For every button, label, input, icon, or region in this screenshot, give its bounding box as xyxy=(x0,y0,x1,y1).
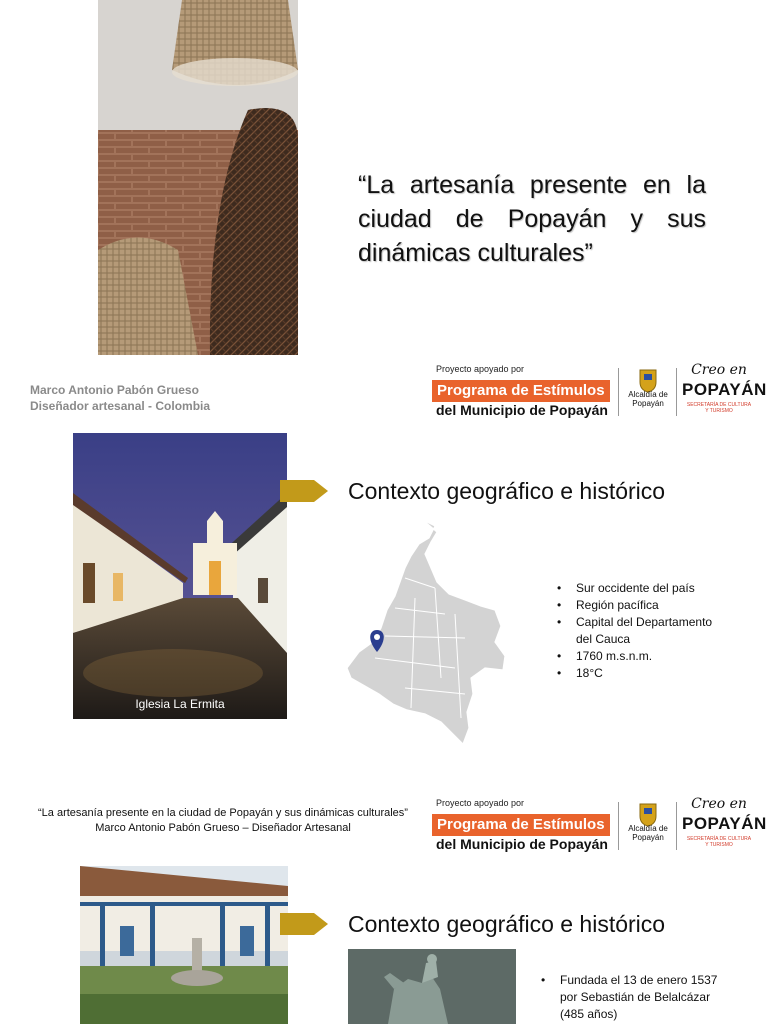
list-item: • 1760 m.s.n.m. xyxy=(557,648,727,665)
colombia-map xyxy=(345,518,510,746)
creo-en-label: Creo en xyxy=(691,362,747,378)
secretaria-label xyxy=(682,402,756,414)
logo-divider xyxy=(618,802,619,850)
list-item: • Fundada el 13 de enero 1537 por Sebastián de Belalcázar (485 años) xyxy=(541,972,721,1023)
logo-divider xyxy=(618,368,619,416)
municipality-label: del Municipio de Popayán xyxy=(436,402,608,418)
alcaldia-line1: Alcaldía de xyxy=(628,824,668,833)
alcaldia-line2: Popayán xyxy=(632,833,664,842)
section-heading: Contexto geográfico e histórico xyxy=(348,478,666,504)
list-item: • Capital del Departamento del Cauca xyxy=(557,614,727,648)
alcaldia-line1: Alcaldía de xyxy=(628,390,668,399)
municipality-label: del Municipio de Popayán xyxy=(436,836,608,852)
creo-en-label: Creo en xyxy=(691,796,747,812)
list-item: • 18°C xyxy=(557,665,727,682)
patio-photo xyxy=(80,866,288,1024)
secretaria-line1: SECRETARÍA DE CULTURA xyxy=(686,836,752,842)
alcaldia-line2: Popayán xyxy=(632,399,664,408)
author-credit xyxy=(30,382,210,414)
secretaria-label xyxy=(682,836,756,848)
footer-author: Marco Antonio Pabón Grueso – Diseñador Artesanal xyxy=(95,822,351,834)
program-label: Programa de Estímulos xyxy=(432,814,610,836)
history-bullets xyxy=(541,972,721,1023)
author-role: Diseñador artesanal - Colombia xyxy=(30,399,211,413)
logo-divider xyxy=(676,368,677,416)
author-name: Marco Antonio Pabón Grueso xyxy=(30,383,199,397)
popayan-label: POPAYÁN xyxy=(682,814,767,833)
photo-caption: Iglesia La Ermita xyxy=(135,697,225,711)
footer-title: “La artesanía presente en la ciudad de Popayán y sus dinámicas culturales” xyxy=(38,807,408,819)
context-bullets xyxy=(557,580,727,682)
secretaria-line2: Y TURISMO xyxy=(705,408,733,414)
baskets-photo xyxy=(98,0,298,355)
supported-by-text: Proyecto apoyado por xyxy=(436,798,525,808)
section-heading: Contexto geográfico e histórico xyxy=(348,911,666,937)
list-item: • Región pacífica xyxy=(557,597,727,614)
sponsor-logo xyxy=(428,796,767,856)
sponsor-logo xyxy=(428,362,767,422)
list-item: • Sur occidente del país xyxy=(557,580,727,597)
program-label: Programa de Estímulos xyxy=(432,380,610,402)
secretaria-line2: Y TURISMO xyxy=(705,842,733,848)
chevron-arrow-icon xyxy=(280,480,328,502)
presentation-title: “La artesanía presente en la ciudad de Popayán y sus dinámicas culturales” xyxy=(358,171,706,267)
chevron-arrow-icon xyxy=(280,913,328,935)
ermita-photo xyxy=(73,433,287,719)
secretaria-line1: SECRETARÍA DE CULTURA xyxy=(686,402,752,408)
popayan-label: POPAYÁN xyxy=(682,380,767,399)
statue-photo xyxy=(348,949,516,1024)
supported-by-text: Proyecto apoyado por xyxy=(436,364,525,374)
alcaldia-label xyxy=(624,824,672,842)
footer-credit xyxy=(28,806,418,836)
logo-divider xyxy=(676,802,677,850)
alcaldia-label xyxy=(624,390,672,408)
